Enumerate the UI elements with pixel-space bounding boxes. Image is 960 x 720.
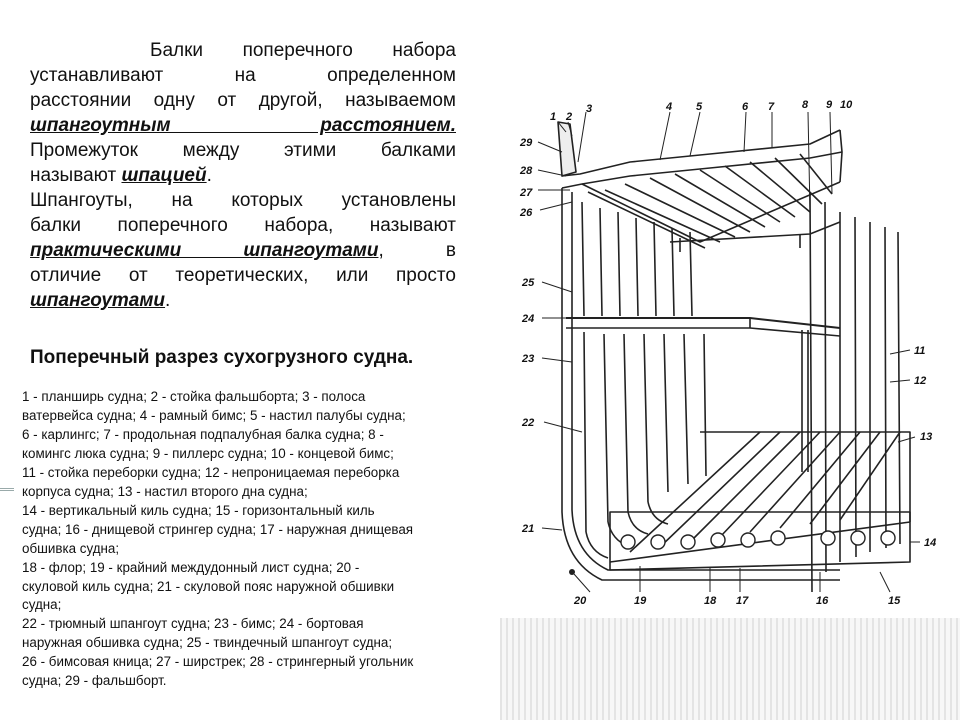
label-2: 2 (566, 111, 573, 123)
legend-line: судна; 16 - днищевой стрингер судна; 17 - наружная днищевая (22, 521, 414, 537)
label-14: 14 (924, 537, 937, 549)
label-7: 7 (768, 101, 775, 113)
intro-fragment: . (165, 290, 171, 311)
ship-cross-section-figure (510, 92, 950, 612)
legend-line: 18 - флор; 19 - крайний междудонный лист судна; 20 - (22, 559, 360, 575)
label-26: 26 (520, 207, 533, 219)
label-4: 4 (666, 101, 673, 113)
legend-line: обшивка судна; (22, 540, 120, 556)
term-frames: шпангоутами (30, 290, 166, 311)
intro-line (30, 238, 456, 263)
figure-heading: Поперечный разрез сухогрузного судна. (30, 347, 414, 368)
label-1: 1 (550, 111, 557, 123)
intro-line (30, 288, 456, 313)
legend-line: 1 - планширь судна; 2 - стойка фальшборта; 3 - полоса (22, 389, 366, 404)
term-spacing: шпацией (121, 165, 207, 186)
intro-line: устанавливают на определенном (30, 65, 456, 86)
label-23: 23 (522, 353, 535, 365)
label-12: 12 (914, 375, 927, 387)
intro-line: расстоянии одну от другой, называемом (30, 90, 456, 111)
intro-text (30, 38, 456, 313)
legend-line: скуловой киль судна; 21 - скуловой пояс наружной обшивки (22, 578, 395, 594)
intro-line: отличие от теоретических, или просто (30, 265, 456, 286)
legend-line: 6 - карлингс; 7 - продольная подпалубная балка судна; 8 - (22, 426, 384, 442)
label-24: 24 (522, 313, 535, 325)
label-22: 22 (522, 417, 535, 429)
intro-fragment: . (206, 165, 212, 186)
intro-line (30, 163, 456, 188)
label-6: 6 (742, 101, 749, 113)
legend-line: 26 - бимсовая кница; 27 - ширстрек; 28 - стрингерный угольник (22, 654, 414, 670)
label-27: 27 (520, 187, 533, 199)
intro-fragment: называют (30, 165, 122, 186)
legend-line: наружная обшивка судна; 25 - твиндечный шпангоут судна; (22, 635, 393, 651)
label-8: 8 (802, 99, 809, 111)
term-practical-frames: практическими шпангоутами (30, 240, 379, 261)
intro-line: балки поперечного набора, называют (30, 215, 456, 236)
label-16: 16 (816, 595, 829, 607)
label-21: 21 (522, 523, 535, 535)
label-15: 15 (888, 595, 901, 607)
label-20: 20 (574, 595, 587, 607)
figure-labels (519, 99, 936, 607)
legend-box (18, 386, 500, 698)
label-13: 13 (920, 431, 933, 443)
legend-line: 14 - вертикальный киль судна; 15 - горизонтальный киль (22, 502, 375, 518)
label-17: 17 (736, 595, 749, 607)
legend-line: 11 - стойка переборки судна; 12 - непроницаемая переборка (22, 464, 400, 480)
label-29: 29 (520, 137, 533, 149)
hatched-background (500, 618, 960, 720)
decorative-lines (0, 488, 14, 492)
intro-line: Промежуток между этими балками (30, 140, 456, 161)
label-9: 9 (826, 99, 833, 111)
intro-line: Шпангоуты, на которых установлены (30, 190, 456, 211)
intro-line: Балки поперечного набора (150, 40, 456, 61)
label-5: 5 (696, 101, 703, 113)
ship-cross-section-drawing (510, 92, 950, 612)
label-19: 19 (634, 595, 647, 607)
term-frame-spacing: шпангоутным расстоянием. (30, 115, 456, 136)
legend-line: судна; (22, 597, 62, 613)
label-10: 10 (840, 99, 853, 111)
legend-line: корпуса судна; 13 - настил второго дна судна; (22, 483, 308, 499)
label-3: 3 (586, 103, 593, 115)
label-28: 28 (520, 165, 533, 177)
intro-fragment: , в (378, 240, 456, 261)
legend-line: комингс люка судна; 9 - пиллерс судна; 10 - концевой бимс; (22, 445, 394, 461)
legend-line: ватервейса судна; 4 - рамный бимс; 5 - настил палубы судна; (22, 407, 406, 423)
label-11: 11 (914, 345, 926, 357)
legend-line: судна; 29 - фальшборт. (22, 673, 167, 689)
label-25: 25 (522, 277, 535, 289)
legend-line: 22 - трюмный шпангоут судна; 23 - бимс; 24 - бортовая (22, 616, 364, 632)
label-18: 18 (704, 595, 717, 607)
intro-line (30, 113, 456, 138)
